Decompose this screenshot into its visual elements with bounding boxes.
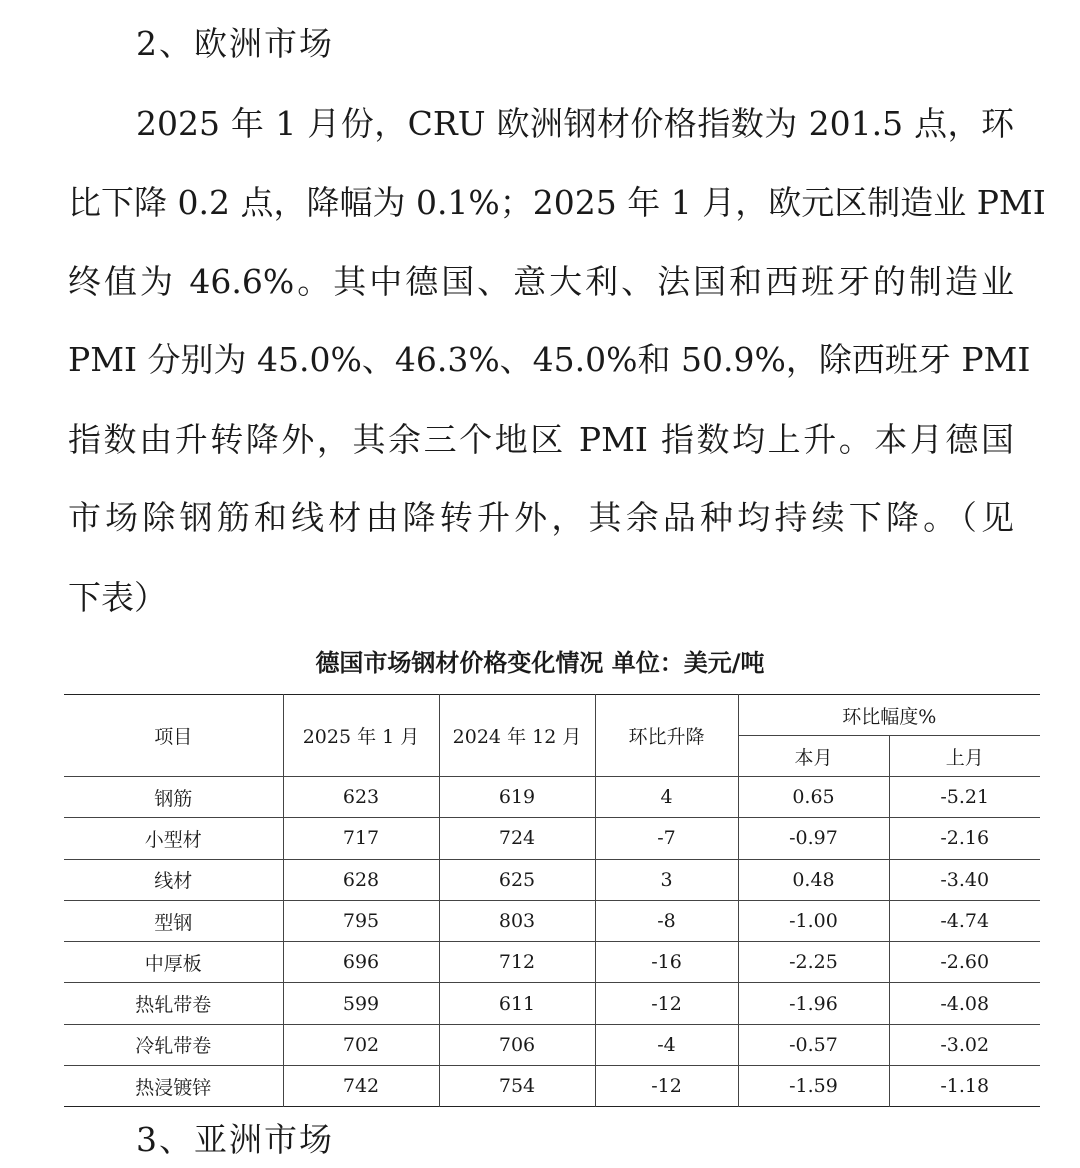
cell-current: 623: [283, 777, 439, 818]
paragraph-line: 比下降 0.2 点，降幅为 0.1%；2025 年 1 月，欧元区制造业 PMI: [68, 183, 1046, 222]
section-heading-asia: 3、亚洲市场: [136, 1120, 334, 1159]
cell-current: 628: [283, 859, 439, 900]
cell-item: 钢筋: [64, 777, 283, 818]
cell-item: 热轧带卷: [64, 983, 283, 1024]
table-row: [64, 942, 1040, 983]
table-row: [64, 818, 1040, 859]
cell-current: 742: [283, 1066, 439, 1107]
cell-pct-this: 0.65: [738, 777, 889, 818]
paragraph-line: 市场除钢筋和线材由降转升外，其余品种均持续下降。（见: [68, 498, 1014, 537]
header-pct-group: 环比幅度%: [738, 695, 1040, 736]
header-change: 环比升降: [595, 695, 738, 777]
paragraph-line: 下表）: [68, 578, 167, 617]
cell-pct-last: -1.18: [889, 1066, 1040, 1107]
table-row: [64, 983, 1040, 1024]
cell-current: 795: [283, 900, 439, 941]
cell-item: 中厚板: [64, 942, 283, 983]
cell-pct-last: -3.40: [889, 859, 1040, 900]
cell-change: 3: [595, 859, 738, 900]
cell-pct-last: -2.60: [889, 942, 1040, 983]
paragraph-line: 2025 年 1 月份，CRU 欧洲钢材价格指数为 201.5 点，环: [136, 104, 1014, 143]
cell-change: -12: [595, 1066, 738, 1107]
table-row: [64, 859, 1040, 900]
cell-pct-this: -1.59: [738, 1066, 889, 1107]
cell-change: -12: [595, 983, 738, 1024]
steel-price-table: [64, 694, 1040, 1107]
section-heading-europe: 2、欧洲市场: [136, 24, 334, 63]
paragraph-line: 终值为 46.6%。其中德国、意大利、法国和西班牙的制造业: [68, 262, 1014, 301]
paragraph-line: PMI 分别为 45.0%、46.3%、45.0%和 50.9%，除西班牙 PMI: [68, 340, 1031, 379]
cell-change: -4: [595, 1024, 738, 1065]
header-previous-month: 2024 年 12 月: [439, 695, 595, 777]
cell-change: -7: [595, 818, 738, 859]
cell-pct-this: 0.48: [738, 859, 889, 900]
table-row: [64, 1066, 1040, 1107]
cell-pct-this: -0.57: [738, 1024, 889, 1065]
cell-pct-last: -3.02: [889, 1024, 1040, 1065]
cell-previous: 754: [439, 1066, 595, 1107]
cell-previous: 712: [439, 942, 595, 983]
header-current-month: 2025 年 1 月: [283, 695, 439, 777]
cell-previous: 611: [439, 983, 595, 1024]
cell-previous: 619: [439, 777, 595, 818]
cell-pct-last: -4.74: [889, 900, 1040, 941]
cell-pct-last: -5.21: [889, 777, 1040, 818]
cell-current: 702: [283, 1024, 439, 1065]
header-item: 项目: [154, 726, 193, 748]
cell-pct-last: -2.16: [889, 818, 1040, 859]
cell-previous: 625: [439, 859, 595, 900]
cell-item: 热浸镀锌: [64, 1066, 283, 1107]
cell-previous: 706: [439, 1024, 595, 1065]
table-row: [64, 777, 1040, 818]
cell-previous: 724: [439, 818, 595, 859]
header-pct-this-month: 本月: [738, 736, 889, 777]
cell-pct-this: -0.97: [738, 818, 889, 859]
cell-current: 599: [283, 983, 439, 1024]
table-row: [64, 900, 1040, 941]
cell-pct-last: -4.08: [889, 983, 1040, 1024]
cell-item: 线材: [64, 859, 283, 900]
cell-change: -8: [595, 900, 738, 941]
cell-pct-this: -1.96: [738, 983, 889, 1024]
cell-item: 型钢: [64, 900, 283, 941]
cell-current: 717: [283, 818, 439, 859]
table-row: [64, 1024, 1040, 1065]
cell-pct-this: -1.00: [738, 900, 889, 941]
cell-change: -16: [595, 942, 738, 983]
cell-item: 小型材: [64, 818, 283, 859]
header-pct-last-month: 上月: [889, 736, 1040, 777]
cell-previous: 803: [439, 900, 595, 941]
cell-pct-this: -2.25: [738, 942, 889, 983]
cell-current: 696: [283, 942, 439, 983]
cell-item: 冷轧带卷: [64, 1024, 283, 1065]
paragraph-line: 指数由升转降外，其余三个地区 PMI 指数均上升。本月德国: [68, 420, 1014, 459]
table-caption: 德国市场钢材价格变化情况 单位：美元/吨: [315, 649, 765, 677]
cell-change: 4: [595, 777, 738, 818]
